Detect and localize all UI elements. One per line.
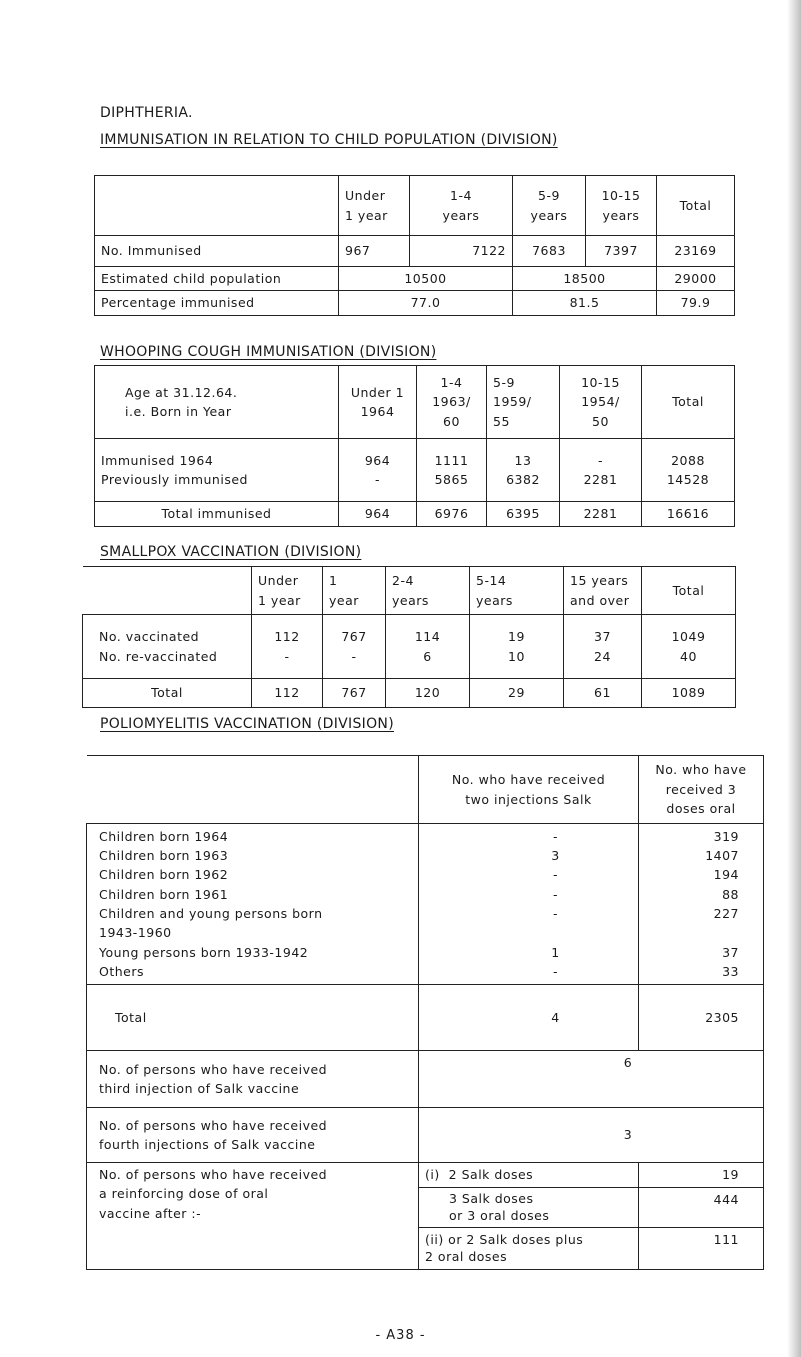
table-cell: 114 6	[386, 615, 470, 679]
table-row	[87, 985, 764, 1051]
header-cell: Total	[657, 176, 735, 236]
table-cell: 1089	[642, 679, 736, 708]
header-cell: 2-4 years	[386, 567, 470, 615]
diphtheria-table	[94, 175, 735, 316]
list-item: 319	[713, 828, 739, 844]
list-item: Children born 1963	[99, 847, 229, 863]
table-row	[95, 502, 735, 527]
header-cell: 1 year	[323, 567, 386, 615]
table-cell: 6976	[417, 502, 487, 527]
table-cell: 964	[339, 502, 417, 527]
table-cell: 37 24	[564, 615, 642, 679]
row-label: Percentage immunised	[95, 291, 339, 315]
list-item: 194	[713, 867, 739, 883]
table-cell: 19 10	[470, 615, 564, 679]
list-item: 33	[722, 964, 739, 980]
row-label: Total	[83, 679, 252, 708]
table-cell: 112	[252, 679, 323, 708]
table-cell: 18500	[513, 267, 657, 291]
table-cell: (i) 2 Salk doses	[419, 1163, 639, 1188]
table-cell: 1111 5865	[417, 439, 487, 502]
header-cell: Under 1 year	[339, 176, 410, 236]
row-label: No. of persons who have received fourth injections of Salk vaccine	[87, 1108, 419, 1163]
list-item: 227	[713, 906, 739, 921]
table-cell: 111	[639, 1228, 764, 1270]
children-salk-cell	[419, 824, 639, 985]
table-cell: 7122	[410, 236, 513, 267]
table-row	[95, 439, 735, 502]
header-cell: Under 1 1964	[339, 366, 417, 439]
header-cell: Total	[642, 366, 735, 439]
whooping-title: WHOOPING COUGH IMMUNISATION (DIVISION)	[100, 344, 437, 360]
table-cell: 13 6382	[487, 439, 560, 502]
header-cell: Under 1 year	[252, 567, 323, 615]
table-row	[83, 679, 736, 708]
row-label: Total immunised	[95, 502, 339, 527]
list-item: 1	[551, 944, 560, 960]
spacer	[645, 923, 739, 942]
list-item: -	[552, 867, 558, 883]
table-cell: 7397	[586, 236, 657, 267]
list-item: Children born 1961	[99, 886, 229, 902]
table-cell: 77.0	[339, 291, 513, 315]
table-row	[87, 1163, 764, 1188]
table-row	[83, 615, 736, 679]
row-label: Total	[87, 985, 419, 1051]
table-cell: 964 -	[339, 439, 417, 502]
table-cell: 2305	[639, 985, 764, 1051]
table-cell	[83, 567, 252, 615]
row-label: No. vaccinated No. re-vaccinated	[83, 615, 252, 679]
table-cell: 2088 14528	[642, 439, 735, 502]
table-cell: (ii) or 2 Salk doses plus 2 oral doses	[419, 1228, 639, 1270]
table-cell: 2281	[560, 502, 642, 527]
header-cell: 15 years and over	[564, 567, 642, 615]
list-item: Young persons born 1933-1942	[99, 944, 309, 960]
table-cell: 112 -	[252, 615, 323, 679]
list-item: Children born 1962	[99, 867, 229, 883]
table-cell: 81.5	[513, 291, 657, 315]
list-item: -	[552, 886, 558, 902]
table-cell: - 2281	[560, 439, 642, 502]
table-cell: 3	[419, 1108, 764, 1163]
table-row	[95, 236, 735, 267]
table-row	[87, 1108, 764, 1163]
header-cell: No. who have received two injections Salk	[419, 756, 639, 824]
whooping-table	[94, 365, 735, 527]
list-item: -	[552, 828, 558, 844]
table-header-row	[87, 756, 764, 824]
table-cell	[95, 176, 339, 236]
header-cell: Total	[642, 567, 736, 615]
table-header-row	[83, 567, 736, 615]
table-header-row	[95, 176, 735, 236]
table-cell: 29000	[657, 267, 735, 291]
table-cell: 6	[419, 1051, 764, 1108]
table-row	[95, 291, 735, 315]
row-label: Immunised 1964 Previously immunised	[95, 439, 339, 502]
table-cell: 23169	[657, 236, 735, 267]
table-cell: 19	[639, 1163, 764, 1188]
table-cell: 29	[470, 679, 564, 708]
table-cell: 967	[339, 236, 410, 267]
section-label-diphtheria: DIPHTHERIA.	[100, 105, 193, 121]
list-item: -	[552, 964, 558, 980]
list-item: 3	[551, 847, 560, 863]
table-cell: 120	[386, 679, 470, 708]
children-oral-cell	[639, 824, 764, 985]
table-header-row	[95, 366, 735, 439]
header-cell: 5-14 years	[470, 567, 564, 615]
row-label: No. of persons who have received third injection of Salk vaccine	[87, 1051, 419, 1108]
list-item: 88	[722, 886, 739, 902]
polio-table	[86, 755, 764, 1270]
table-cell: 79.9	[657, 291, 735, 315]
table-cell: 4	[419, 985, 639, 1051]
page-number: - A38 -	[375, 1328, 426, 1343]
header-cell: 1-4 years	[410, 176, 513, 236]
row-label: No. Immunised	[95, 236, 339, 267]
table-cell: 767 -	[323, 615, 386, 679]
table-row	[95, 267, 735, 291]
table-cell: 10500	[339, 267, 513, 291]
header-cell: 10-15 years	[586, 176, 657, 236]
list-item: -	[552, 906, 558, 921]
table-cell: 767	[323, 679, 386, 708]
header-label: Age at 31.12.64. i.e. Born in Year	[95, 366, 339, 439]
diphtheria-title: IMMUNISATION IN RELATION TO CHILD POPULATION (DIVISION)	[100, 132, 558, 148]
page-edge-shadow	[787, 0, 801, 1357]
row-label: Estimated child population	[95, 267, 339, 291]
smallpox-table	[82, 566, 736, 708]
polio-title: POLIOMYELITIS VACCINATION (DIVISION)	[100, 716, 394, 732]
list-item: Others	[99, 964, 145, 980]
spacer	[479, 923, 632, 942]
header-cell: 10-15 1954/ 50	[560, 366, 642, 439]
header-cell: No. who have received 3 doses oral	[639, 756, 764, 824]
header-cell: 5-9 1959/ 55	[487, 366, 560, 439]
table-row	[87, 1051, 764, 1108]
table-cell	[87, 756, 419, 824]
header-cell: 1-4 1963/ 60	[417, 366, 487, 439]
table-cell: 3 Salk doses or 3 oral doses	[419, 1188, 639, 1228]
table-cell: 16616	[642, 502, 735, 527]
list-item: 1407	[705, 847, 739, 863]
table-cell: 1049 40	[642, 615, 736, 679]
list-item: Children and young persons born 1943-1960	[99, 906, 323, 941]
row-label: No. of persons who have received a reinforcing dose of oral vaccine after :-	[87, 1163, 419, 1270]
table-cell: 61	[564, 679, 642, 708]
children-labels-cell	[87, 824, 419, 985]
table-cell: 444	[639, 1188, 764, 1228]
table-cell: 6395	[487, 502, 560, 527]
table-cell: 7683	[513, 236, 586, 267]
table-row	[87, 824, 764, 985]
header-cell: 5-9 years	[513, 176, 586, 236]
smallpox-title: SMALLPOX VACCINATION (DIVISION)	[100, 544, 362, 560]
list-item: 37	[722, 944, 739, 960]
list-item: Children born 1964	[99, 828, 229, 844]
